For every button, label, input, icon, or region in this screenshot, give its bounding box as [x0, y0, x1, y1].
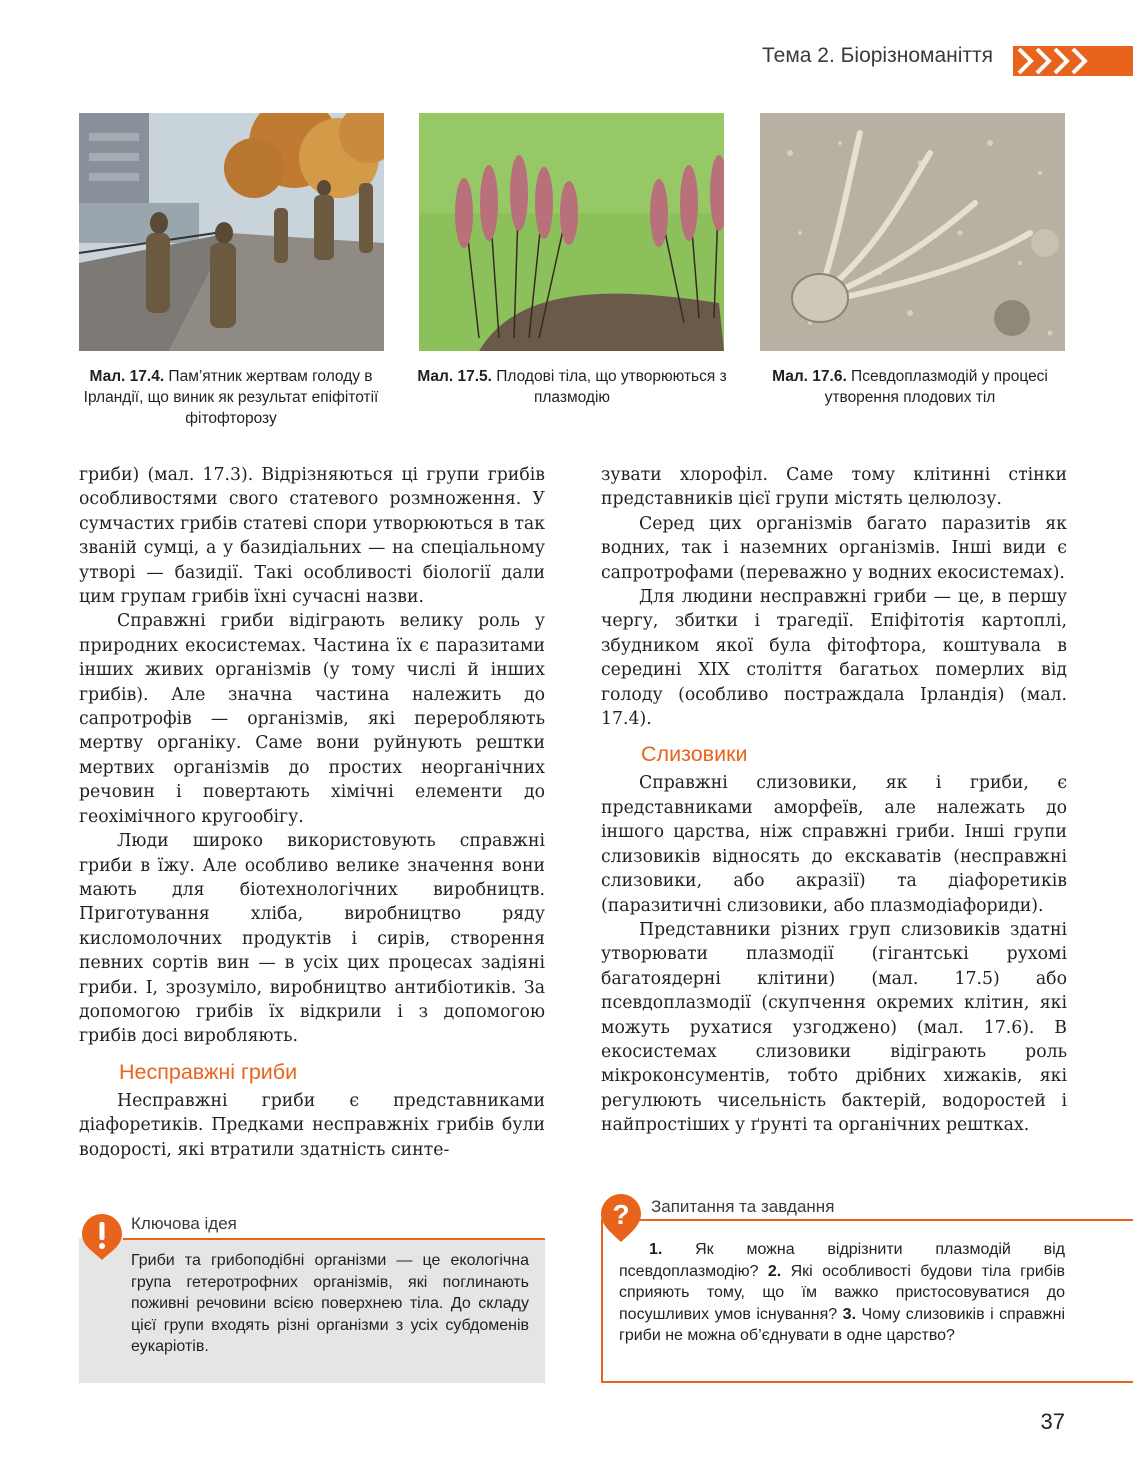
question-text: Які особливості будови тіла грибів сприяють тому, що їм важко пристосовуватися до посушливих умов існування? — [619, 1262, 1066, 1323]
question-number: 2. — [767, 1262, 782, 1280]
questions-title: Запитання та завдання — [651, 1197, 835, 1216]
exclamation-icon — [82, 1214, 122, 1260]
figure-label: Мал. 17.5. — [417, 368, 492, 385]
section-heading-false-fungi: Несправжні гриби — [119, 1059, 298, 1084]
paragraph: Серед цих організмів багато паразитів як водних, так і наземних організмів. Інші види є сапротрофами (переважно у водних екосистемах). — [601, 513, 1067, 583]
section-heading-slime-molds: Слизовики — [641, 742, 748, 767]
key-idea-divider — [123, 1238, 545, 1240]
key-idea-box — [79, 1209, 545, 1383]
key-idea-text: Гриби та грибоподібні організми — це екологічна група гетеротрофних організмів, які поглинають поживні речовини всією поверхнею тіла. До складу цієї групи входять різні організми з усіх субдоменів еукаріотів. — [131, 1252, 529, 1355]
key-idea-title: Ключова ідея — [131, 1214, 237, 1233]
fruiting-bodies-photo — [419, 113, 724, 351]
left-text-column — [79, 463, 545, 1162]
paragraph: Люди широко використовують справжні гриби в їжу. Але особливо велике значення вони мають для біотехнологічних виробництв. Приготування хліба, виробництво ряду кисломолочних продуктів і сирів, створення певних сортів вин — в усіх цих процесах задіяні гриби. І, зрозуміло, виробництво антибіотиків. За допомогою грибів їх відкрили і з допомогою грибів досі виробляють. — [79, 831, 545, 1047]
figure-caption-17-4 — [76, 366, 386, 429]
questions-box — [601, 1194, 1133, 1384]
chevron-arrows-icon — [1013, 46, 1133, 76]
topic-title: Тема 2. Біорізноманіття — [762, 44, 993, 67]
paragraph: Несправжні гриби є представниками діафоретиків. Предками несправжніх грибів були водорості, які втратили здатність синте- — [79, 1090, 545, 1160]
paragraph: Для людини несправжні гриби — це, в першу чергу, збитки і трагедії. Епіфітотія картоплі, збудником якої була фітофтора, коштувала в середині XIX століття багатьох померлих від голоду (особливо постраждала Ірландія) (мал. 17.4). — [601, 587, 1067, 730]
figure-caption-text: Пам’ятник жертвам голоду в Ірландії, що виник як результат епіфітотії фітофторозу — [83, 368, 379, 427]
famine-memorial-photo — [79, 113, 384, 351]
paragraph: Представники різних груп слизовиків здатні утворювати плазмодії (гігантські рухомі багатоядерні клітини) (мал. 17.5) або псевдоплазмодії (скупчення окремих клітин, які можуть рухатися узгоджено) (мал. 17.6). В екосистемах слизовики відіграють роль мікроконсументів, тобто дрібних хижаків, які регулюють чисельність бактерій, водоростей і найпростіших у ґрунті та органічних рештках. — [601, 919, 1067, 1136]
figure-caption-17-6 — [755, 366, 1065, 408]
pseudoplasmodium-photo — [760, 113, 1065, 351]
svg-text:?: ? — [612, 1199, 630, 1230]
figure-label: Мал. 17.4. — [89, 368, 165, 385]
question-number: 3. — [842, 1305, 857, 1323]
questions-text — [619, 1239, 1065, 1347]
figure-caption-17-5 — [417, 366, 727, 408]
figure-label: Мал. 17.6. — [772, 368, 847, 385]
page-header — [713, 40, 1133, 76]
figure-caption-text: Плодові тіла, що утворюються з плазмодію — [491, 368, 727, 406]
question-number: 1. — [649, 1241, 663, 1258]
right-text-column — [601, 463, 1067, 1138]
paragraph: Справжні гриби відіграють велику роль у природних екосистемах. Частина їх є паразитами інших живих організмів (у тому числі й інших грибів). Але значна частина належить до сапротрофів — організмів, які переробляють мертву органіку. Саме вони руйнують рештки мертвих організмів до простих неорганічних речовин і повертають хімічні елементи до геохімічного кругообігу. — [79, 611, 545, 827]
paragraph: Справжні слизовики, як і гриби, є представниками аморфеїв, але належать до іншого царства, ніж справжні гриби. Інші групи слизовиків відносять до екскаватів (несправжні слизовики, або акразії) та діафоретиків (паразитичні слизовики, або плазмодіафориди). — [601, 773, 1067, 916]
page-number: 37 — [1040, 1409, 1065, 1434]
paragraph: гриби) (мал. 17.3). Відрізняються ці групи грибів особливостями свого статевого розмноження. У сумчастих грибів статеві спори утворюються в так званій сумці, а у базидіальних — на спеціальному утворі — базидії. Такі особливості біології дали цим групам грибів їхні сучасні назви. — [79, 465, 545, 608]
question-mark-icon — [601, 1194, 641, 1242]
paragraph: зувати хлорофіл. Саме тому клітинні стінки представників цієї групи містять целюлозу. — [601, 465, 1067, 510]
figure-caption-text: Псевдоплазмодій у процесі утворення плодових тіл — [824, 368, 1048, 406]
question-text: Як можна відрізнити плазмодій від псевдоплазмодію? — [619, 1241, 1065, 1280]
question-text: Чому слизовиків і справжні гриби не можна об’єднувати в одне царство? — [619, 1305, 1065, 1344]
